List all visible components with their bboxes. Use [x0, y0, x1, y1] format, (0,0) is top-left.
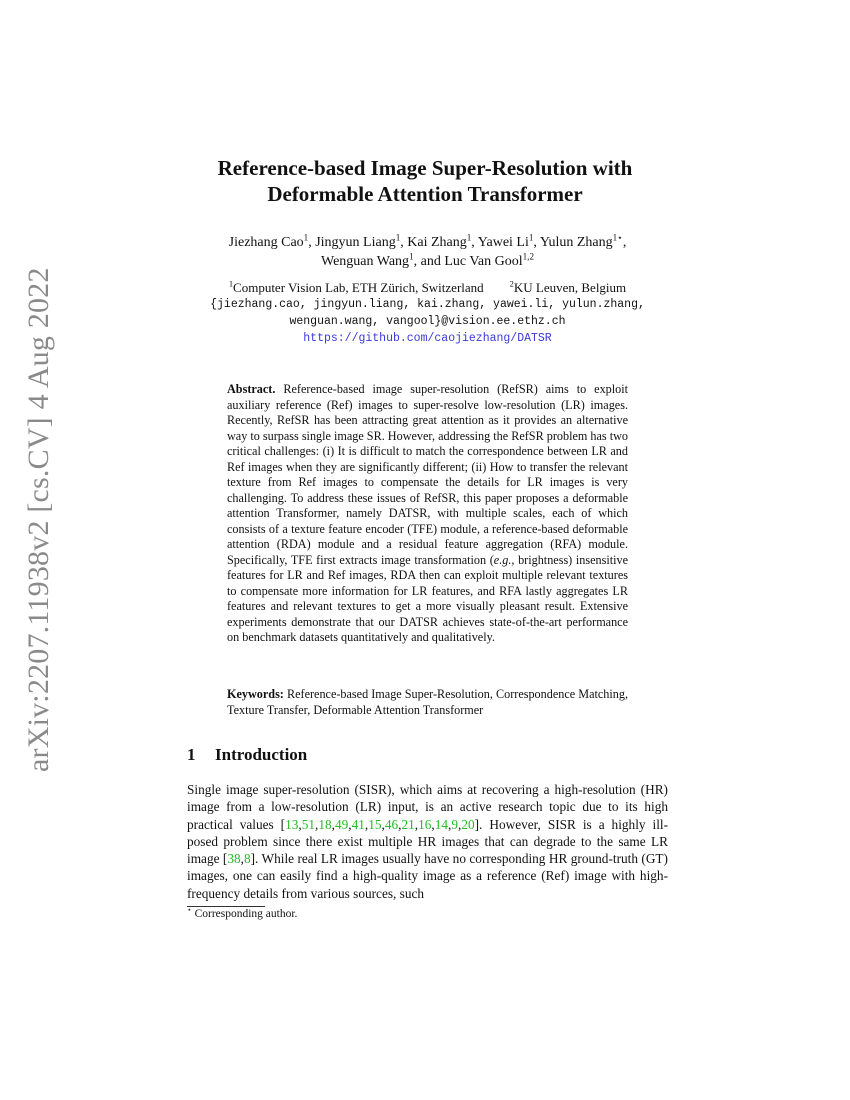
author-name: Jingyun Liang [315, 235, 396, 250]
author-name: Jiezhang Cao [228, 235, 304, 250]
citation-link[interactable]: 49 [334, 816, 349, 832]
citation-link[interactable]: 51 [301, 816, 316, 832]
citation-link[interactable]: 20 [461, 816, 475, 832]
abstract-eg: e.g. [493, 552, 512, 567]
keywords-text: Reference-based Image Super-Resolution, Correspondence Matching, Texture Transfer, Deformable Attention Transformer [227, 687, 629, 717]
affiliation-eth: Computer Vision Lab, ETH Zürich, Switzerland [233, 280, 484, 295]
author-name: Wenguan Wang [320, 254, 410, 269]
intro-text-end: ]. While real LR images usually have no corresponding HR ground-truth (GT) images, one can easily find a high-quality image as a reference (Ref) image with high-frequency details from various sources, such [187, 851, 668, 901]
section-number: 1 [187, 745, 196, 764]
author-affiliation-mark: 1,2 [522, 251, 534, 262]
citation-link[interactable]: 15 [368, 816, 382, 832]
section-heading [187, 745, 307, 765]
citation-link[interactable]: 38 [227, 851, 241, 867]
citation-link[interactable]: 21 [401, 816, 415, 832]
affiliation-kuleuven: KU Leuven, Belgium [513, 280, 627, 295]
footnote [187, 905, 298, 920]
citation-link[interactable]: 46 [384, 816, 399, 832]
citation-link[interactable]: 18 [318, 816, 332, 832]
citation-group: 13,51,18,49,41,15,46,21,16,14,9,20 [285, 816, 475, 832]
abstract-text: Reference-based image super-resolution (RefSR) aims to exploit auxiliary reference (Ref) images to super-resolve low-resolution (LR) images. Recently, RefSR has been attracting great attention as it provides an alternative way to surpass single image SR. However, addressing the RefSR problem has two critical challenges: (i) It is difficult to match the correspondence between LR and Ref images when they are significantly different; (ii) How to transfer the relevant texture from Ref images to compensate the details for LR images is very challenging. To address these issues of RefSR, this paper proposes a deformable attention Transformer, namely DATSR, with multiple scales, each of which consists of a texture feature encoder (TFE) module, a reference-based deformable attention (RDA) module and a residual feature aggregation (RFA) module. Specifically, TFE first extracts image transformation ( [227, 382, 629, 567]
citation-group: 38,8 [227, 851, 251, 867]
citation-link[interactable]: 14 [434, 816, 449, 832]
author-affiliation-mark: 1 [466, 232, 472, 243]
author-affiliation-mark: 1⋆ [612, 232, 623, 243]
repo-link[interactable]: https://github.com/caojiezhang/DATSR [303, 332, 552, 345]
author-affiliation-mark: 1 [303, 232, 309, 243]
footnote-text: Corresponding author. [194, 908, 298, 920]
author-line-1: Jiezhang Cao$^1$, Jingyun Liang$^1$, Kai Zhang$^1$, Yawei Li$^1$, Yulun Zhang$^{1⋆}$, [228, 232, 627, 250]
intro-text: Single image super-resolution (SISR), which aims at recovering a high-resolution (HR) image from a low-resolution (LR) input, is an active research topic due to its high practical values [ [187, 782, 668, 832]
author-name: Luc Van Gool [444, 254, 523, 269]
author-affiliation-mark: 1 [395, 232, 401, 243]
footnote-mark: ⋆ [187, 905, 192, 915]
email-line-1: {jiezhang.cao, jingyun.liang, kai.zhang, yawei.li, yulun.zhang, [210, 298, 645, 311]
citation-link[interactable]: 13 [285, 816, 299, 832]
title-line-2: Deformable Attention Transformer [267, 182, 583, 206]
citation-link[interactable]: 41 [351, 816, 365, 832]
footnote-rule [187, 906, 265, 907]
author-list [150, 233, 705, 271]
author-name: Kai Zhang [407, 235, 467, 250]
author-name: Yulun Zhang [539, 235, 613, 250]
keywords [227, 687, 628, 718]
section-title: Introduction [215, 745, 308, 764]
citation-link[interactable]: 9 [451, 816, 458, 832]
citation-link[interactable]: 8 [243, 851, 251, 867]
citation-link[interactable]: 16 [418, 816, 432, 832]
abstract [227, 382, 628, 646]
keywords-label: Keywords: [227, 687, 284, 701]
abstract-text-cont: , brightness) insensitive features for LR and Ref images, RDA then can exploit multiple relevant textures to compensate more information for LR features, and RFA lastly aggregates LR features and relevant textures to get a more visually pleasant result. Extensive experiments demonstrate that our DATSR achieves state-of-the-art performance on benchmark datasets quantitatively and qualitatively. [227, 552, 628, 644]
title-line-1: Reference-based Image Super-Resolution with [217, 156, 633, 180]
author-affiliation-mark: 1 [528, 232, 534, 243]
author-affiliation-mark: 1 [409, 251, 414, 262]
intro-text-cont: ]. However, SISR is a highly ill-posed problem since there exist multiple HR images that can degrade to the same LR image [ [187, 816, 669, 867]
affiliation-line: $^1$Computer Vision Lab, ETH Zürich, Switzerland $^2$KU Leuven, Belgium [228, 278, 627, 295]
abstract-label: Abstract. [227, 382, 276, 396]
email-line-2: wenguan.wang, vangool}@vision.ee.ethz.ch [289, 315, 566, 328]
intro-paragraph [187, 781, 668, 902]
author-name: Yawei Li [477, 235, 529, 250]
arxiv-identifier: arXiv:2207.11938v2 [cs.CV] 4 Aug 2022 [22, 267, 55, 772]
paper-title [150, 155, 700, 207]
author-line-2: Wenguan Wang$^1$, and Luc Van Gool$^{1,2}$ [320, 251, 534, 269]
affiliation-block [150, 279, 705, 347]
